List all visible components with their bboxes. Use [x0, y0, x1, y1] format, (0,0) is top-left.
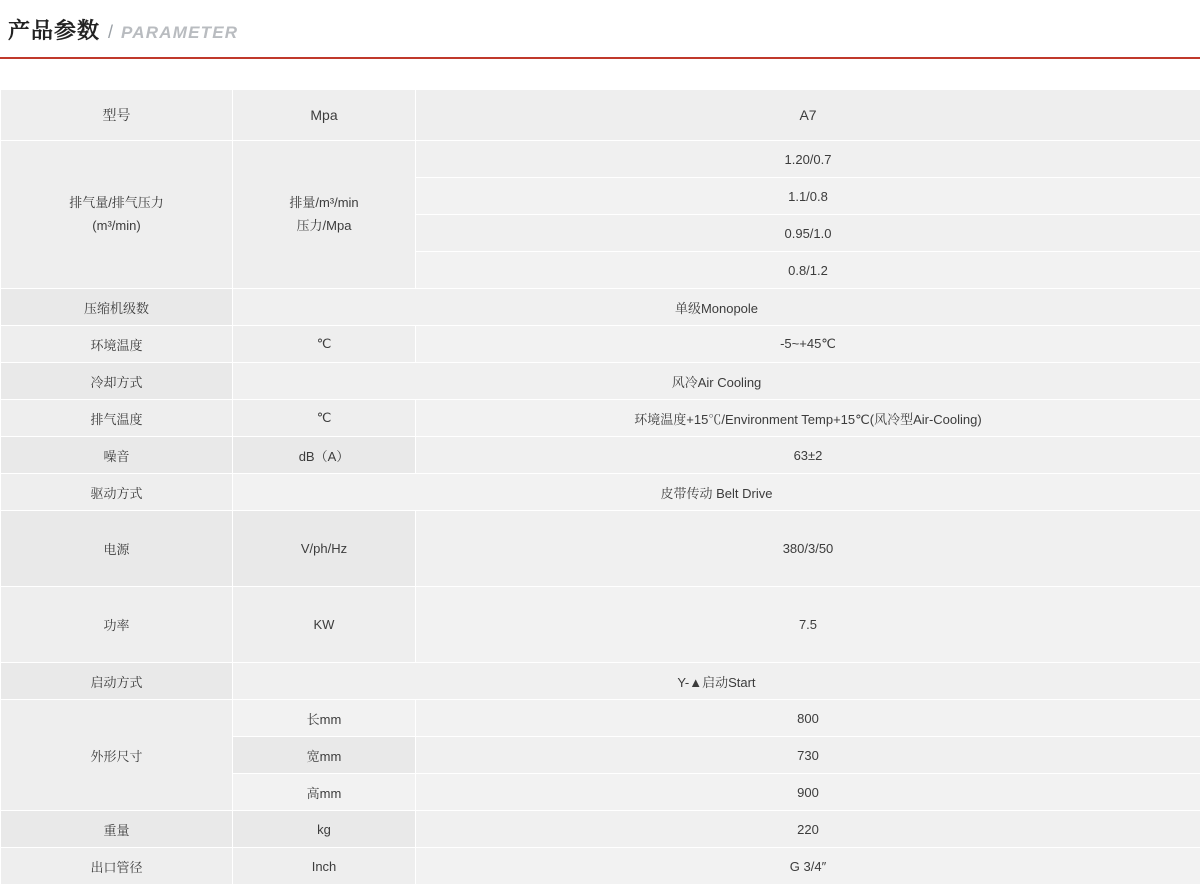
row-unit-power: KW — [233, 587, 416, 663]
value-cell: Y-▲启动Start — [233, 663, 1200, 700]
row-label-noise: 噪音 — [1, 437, 233, 474]
row-unit-exhaust-temp: ℃ — [233, 400, 416, 437]
parameter-table-wrapper — [0, 59, 1200, 885]
row-label-drive: 驱动方式 — [1, 474, 233, 511]
row-label-exhaust-temp: 排气温度 — [1, 400, 233, 437]
column-header-model: 型号 — [1, 90, 233, 141]
value-cell: 380/3/50 — [416, 511, 1200, 587]
table-row — [1, 811, 1200, 848]
value-cell: 800 — [416, 700, 1200, 737]
row-unit-width: 宽mm — [233, 737, 416, 774]
table-row — [1, 141, 1200, 178]
row-unit-noise: dB（A） — [233, 437, 416, 474]
row-unit-displacement — [233, 141, 416, 289]
row-unit-outlet-diameter: Inch — [233, 848, 416, 885]
value-cell: 1.20/0.7 — [416, 141, 1200, 178]
table-row — [1, 474, 1200, 511]
value-cell: 900 — [416, 774, 1200, 811]
row-label-cooling: 冷却方式 — [1, 363, 233, 400]
table-row — [1, 437, 1200, 474]
value-cell: 730 — [416, 737, 1200, 774]
row-label-displacement-text: 排气量/排气压力 — [5, 192, 228, 215]
value-cell: G 3/4″ — [416, 848, 1200, 885]
table-row — [1, 400, 1200, 437]
value-cell: 风冷Air Cooling — [233, 363, 1200, 400]
page-title: 产品参数 — [8, 14, 100, 45]
table-body — [1, 141, 1200, 885]
row-label-power-supply: 电源 — [1, 511, 233, 587]
page-title-en: PARAMETER — [121, 23, 238, 43]
row-label-power: 功率 — [1, 587, 233, 663]
value-cell: 0.95/1.0 — [416, 215, 1200, 252]
row-label-start-mode: 启动方式 — [1, 663, 233, 700]
row-unit-power-supply: V/ph/Hz — [233, 511, 416, 587]
value-cell: 0.8/1.2 — [416, 252, 1200, 289]
value-cell: 单级Monopole — [233, 289, 1200, 326]
row-unit-ambient-temp: ℃ — [233, 326, 416, 363]
table-row — [1, 289, 1200, 326]
table-row — [1, 511, 1200, 587]
value-cell: 63±2 — [416, 437, 1200, 474]
value-cell: 220 — [416, 811, 1200, 848]
column-header-mpa: Mpa — [233, 90, 416, 141]
value-cell: 7.5 — [416, 587, 1200, 663]
parameter-table — [0, 89, 1200, 885]
title-separator: / — [108, 22, 113, 43]
row-unit-displacement-line1: 排量/m³/min — [237, 192, 411, 215]
row-unit-height: 高mm — [233, 774, 416, 811]
table-row — [1, 663, 1200, 700]
row-label-displacement-unit: (m³/min) — [5, 215, 228, 238]
row-label-dimensions: 外形尺寸 — [1, 700, 233, 811]
table-row — [1, 363, 1200, 400]
row-label-weight: 重量 — [1, 811, 233, 848]
row-unit-displacement-line2: 压力/Mpa — [237, 215, 411, 238]
row-label-stages: 压缩机级数 — [1, 289, 233, 326]
table-row — [1, 587, 1200, 663]
value-cell: 环境温度+15℃/Environment Temp+15℃(风冷型Air-Cooling) — [416, 400, 1200, 437]
table-header-row — [1, 90, 1200, 141]
row-label-ambient-temp: 环境温度 — [1, 326, 233, 363]
table-header — [1, 90, 1200, 141]
column-header-a7: A7 — [416, 90, 1200, 141]
row-unit-weight: kg — [233, 811, 416, 848]
row-label-displacement — [1, 141, 233, 289]
row-unit-length: 长mm — [233, 700, 416, 737]
row-label-outlet-diameter: 出口管径 — [1, 848, 233, 885]
table-row — [1, 326, 1200, 363]
page-header — [0, 0, 1200, 59]
value-cell: 1.1/0.8 — [416, 178, 1200, 215]
table-row — [1, 700, 1200, 737]
value-cell: 皮带传动 Belt Drive — [233, 474, 1200, 511]
value-cell: -5~+45℃ — [416, 326, 1200, 363]
